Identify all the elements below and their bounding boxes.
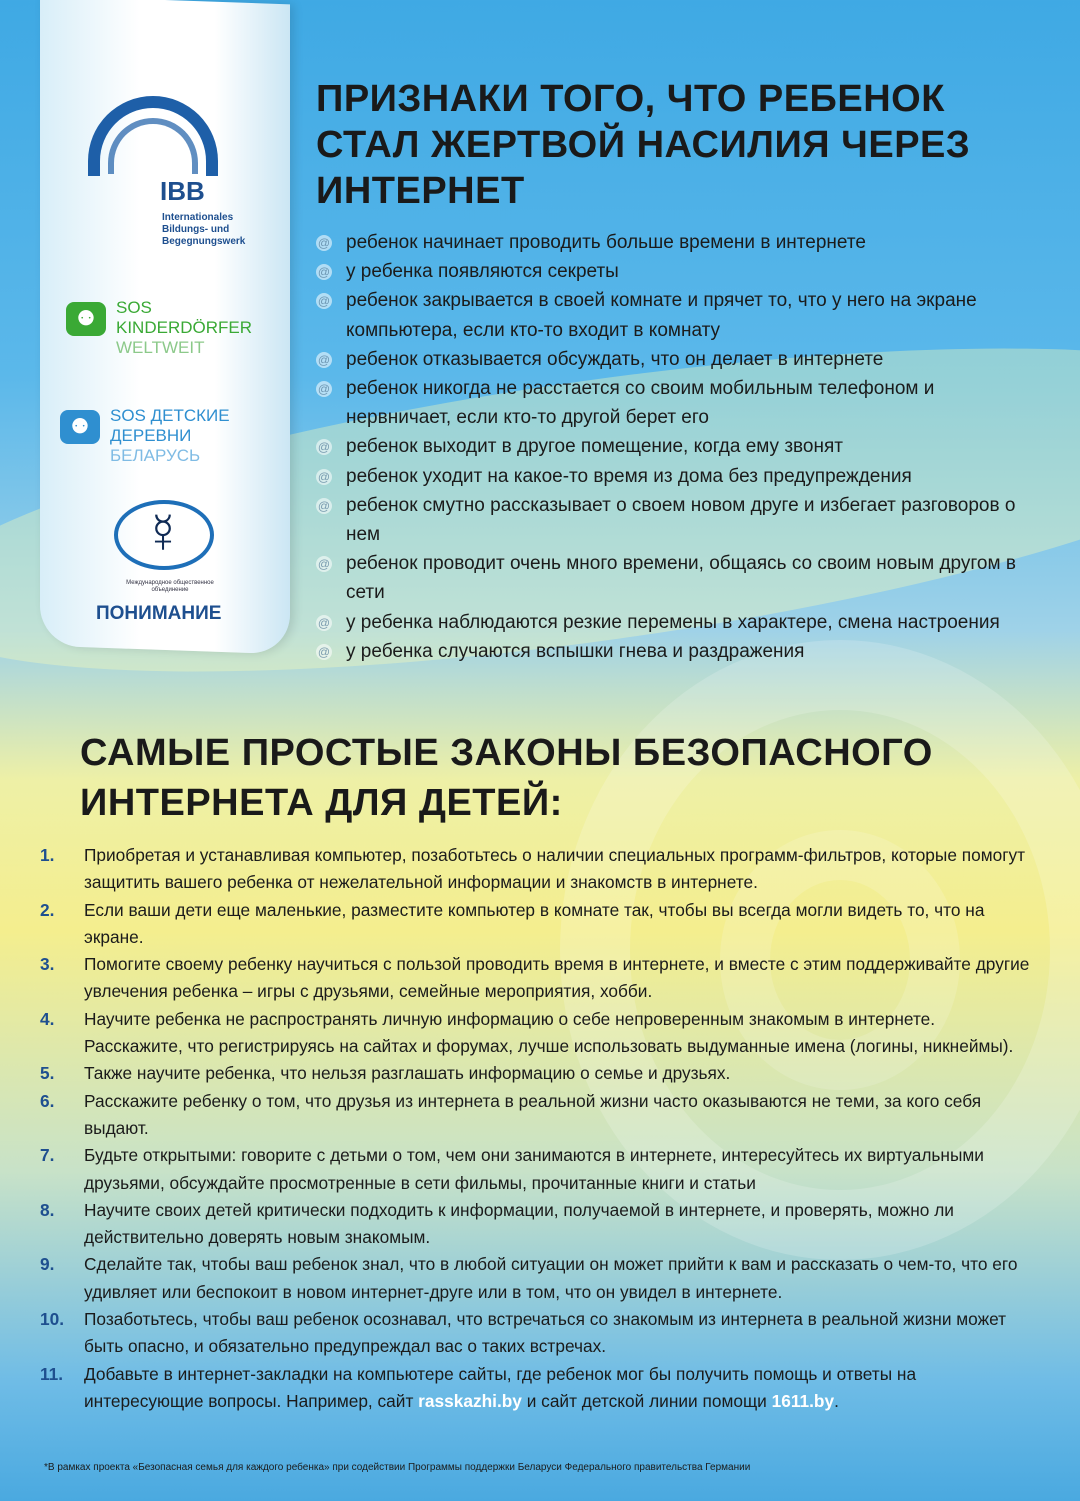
list-item: @ ребенок смутно рассказывает о своем новом друге и избегает разговоров о нем xyxy=(317,494,1016,546)
sos-by-line2: ДЕРЕВНИ xyxy=(110,426,192,445)
sos-children-icon: ⚉ xyxy=(60,410,100,444)
list-item: 5. Также научите ребенка, что нельзя разглашать информацию о семье и друзьях. xyxy=(40,1063,731,1084)
list-item: @ ребенок начинает проводить больше времени в интернете xyxy=(317,232,866,253)
footnote: *В рамках проекта «Безопасная семья для каждого ребенка» при содействии Программы поддержки Беларуси Федерального правительства Германии xyxy=(44,1462,751,1473)
list-item: @ у ребенка случаются вспышки гнева и раздражения xyxy=(317,640,805,662)
at-bullet-icon: @ xyxy=(317,644,331,659)
sos-de-line3: WELTWEIT xyxy=(116,338,205,357)
list-item: @ ребенок уходит на какое-то время из дома без предупреждения xyxy=(317,465,912,487)
signs-heading: ПРИЗНАКИ ТОГО, ЧТО РЕБЕНОК СТАЛ ЖЕРТВОЙ НАСИЛИЯ ЧЕРЕЗ ИНТЕРНЕТ xyxy=(316,78,971,212)
at-bullet-icon: @ xyxy=(317,440,331,455)
ponimanie-title: ПОНИМАНИЕ xyxy=(96,603,222,624)
list-item: @ ребенок закрывается в своей комнате и прячет то, что у него на экране компьютера, если кто-то входит в комнату xyxy=(317,290,977,341)
sos-children-icon: ⚉ xyxy=(66,302,106,336)
at-bullet-icon: @ xyxy=(317,352,331,367)
sos-belarus-logo xyxy=(110,406,230,466)
at-bullet-icon: @ xyxy=(317,236,331,250)
sos-kinderdorfer-logo xyxy=(116,298,252,358)
list-item: 10. Позаботьтесь, чтобы ваш ребенок осознавал, что встречаться со знакомым из интернета в реальной жизни может быть опасно, и обязательно предупреждал вас о таких встречах. xyxy=(40,1309,1007,1357)
at-bullet-icon: @ xyxy=(317,382,331,397)
list-item: 7. Будьте открытыми: говорите с детьми о том, чем они занимаются в интернете, интересуйтесь их виртуальными друзьями, обсуждайте просмотренные в сети фильмы, прочитанные книги и статьи xyxy=(40,1145,984,1193)
ibb-logo-title: IBB xyxy=(160,176,205,206)
list-item: @ у ребенка наблюдаются резкие перемены в характере, смена настроения xyxy=(317,611,1000,633)
at-bullet-icon: @ xyxy=(317,557,331,572)
signs-list xyxy=(316,228,1036,666)
sos-by-line3: БЕЛАРУСЬ xyxy=(110,446,201,465)
list-item: 3. Помогите своему ребенку научиться с пользой проводить время в интернете, и вместе с этим поддерживайте другие увлечения ребенка – игры с друзьями, семейные мероприятия, хобби. xyxy=(40,954,1030,1002)
list-item: 1. Приобретая и устанавливая компьютер, позаботьтесь о наличии специальных программ-фильтров, которые помогут защитить вашего ребенка от нежелательной информации и знакомств в интернете. xyxy=(40,845,1026,893)
list-item: @ ребенок отказывается обсуждать, что он делает в интернете xyxy=(317,348,884,370)
rules-list xyxy=(40,842,1030,1415)
sos-by-line1: SOS ДЕТСКИЕ xyxy=(110,406,230,425)
list-item: 4. Научите ребенка не распространять личную информацию о себе непроверенным знакомым в интернете. Расскажите, что регистрируясь на сайтах и форумах, лучше использовать выдуманные имена (логины, никнеймы). xyxy=(40,1008,1014,1057)
list-item: 2. Если ваши дети еще маленькие, разместите компьютер в комнате так, чтобы вы всегда могли видеть то, что на экране. xyxy=(40,899,985,947)
list-item: 6. Расскажите ребенку о том, что друзья из интернета в реальной жизни часто оказываются не теми, за кого себя выдают. xyxy=(40,1090,982,1138)
list-item: 11. Добавьте в интернет-закладки на компьютере сайты, где ребенок мог бы получить помощь и ответы на интересующие вопросы. Например, сайт rasskazhi.by и сайт детской линии помощи 1611.by. xyxy=(40,1363,917,1411)
ponimanie-caption: Международное общественное объединение xyxy=(126,580,214,593)
list-item: 8. Научите своих детей критически подходить к информации, получаемой в интернете, и проверять, можно ли действительно доверять новым знакомым. xyxy=(40,1199,954,1248)
at-bullet-icon: @ xyxy=(317,498,331,513)
sos-de-line1: SOS xyxy=(116,298,152,317)
list-item: @ ребенок никогда не расстается со своим мобильным телефоном и нервничает, если кто-то другой берет его xyxy=(317,378,935,429)
rasskazhi-link[interactable]: rasskazhi.by xyxy=(418,1390,522,1411)
rules-heading: САМЫЕ ПРОСТЫЕ ЗАКОНЫ БЕЗОПАСНОГО ИНТЕРНЕТА ДЛЯ ДЕТЕЙ: xyxy=(80,732,933,824)
at-bullet-icon: @ xyxy=(317,265,331,280)
list-item: 9. Сделайте так, чтобы ваш ребенок знал, что в любой ситуации он может прийти к вам и рассказать о чем-то, что его удивляет или беспокоит в новом интернет-друге или в том, что он увидел в интернете. xyxy=(40,1254,1018,1302)
helpline-link[interactable]: 1611.by xyxy=(771,1390,835,1411)
ponimanie-figure-icon: ☿ xyxy=(142,501,184,564)
sos-de-line2: KINDERDÖRFER xyxy=(116,318,253,337)
ibb-logo-subtitle: Internationales Bildungs- und Begegnungswerk xyxy=(162,212,246,247)
list-item: @ ребенок проводит очень много времени, общаясь со своим новым другом в сети xyxy=(317,553,1016,604)
at-bullet-icon: @ xyxy=(317,294,331,309)
at-bullet-icon: @ xyxy=(317,469,331,484)
list-item: @ у ребенка появляются секреты xyxy=(317,261,619,283)
list-item: @ ребенок выходит в другое помещение, когда ему звонят xyxy=(317,436,843,458)
at-bullet-icon: @ xyxy=(317,615,331,630)
